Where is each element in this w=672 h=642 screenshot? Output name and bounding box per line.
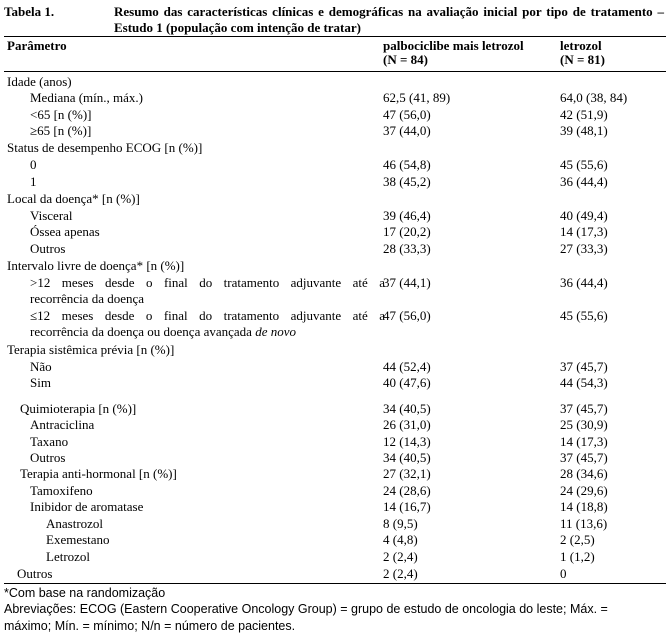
table-label: Tabela 1. (4, 4, 55, 19)
header-col-b-name: letrozol (560, 38, 602, 53)
header-col-b (560, 39, 605, 67)
header-col-a-n: (N = 84) (383, 52, 428, 67)
footnote-abbreviations-line1: Abreviações: ECOG (Eastern Cooperative Oncology Group) = grupo de estudo de oncologia do leste; Máx. = (4, 602, 608, 616)
footnote-abbreviations-line2: máximo; Mín. = mínimo; N/n = número de pacientes. (4, 619, 296, 633)
table-title: Resumo das características clínicas e demográficas na avaliação inicial por tipo de tratamento – Estudo 1 (população com intenção de tratar) (114, 4, 664, 35)
header-parameter: Parâmetro (7, 38, 67, 53)
header-col-b-n: (N = 81) (560, 52, 605, 67)
header-col-a-name: palbociclibe mais letrozol (383, 38, 524, 53)
footnote-asterisk: *Com base na randomização (4, 586, 166, 600)
header-col-a (383, 39, 524, 67)
header-rule (4, 71, 666, 72)
bottom-rule (4, 583, 666, 584)
top-rule (4, 36, 666, 37)
